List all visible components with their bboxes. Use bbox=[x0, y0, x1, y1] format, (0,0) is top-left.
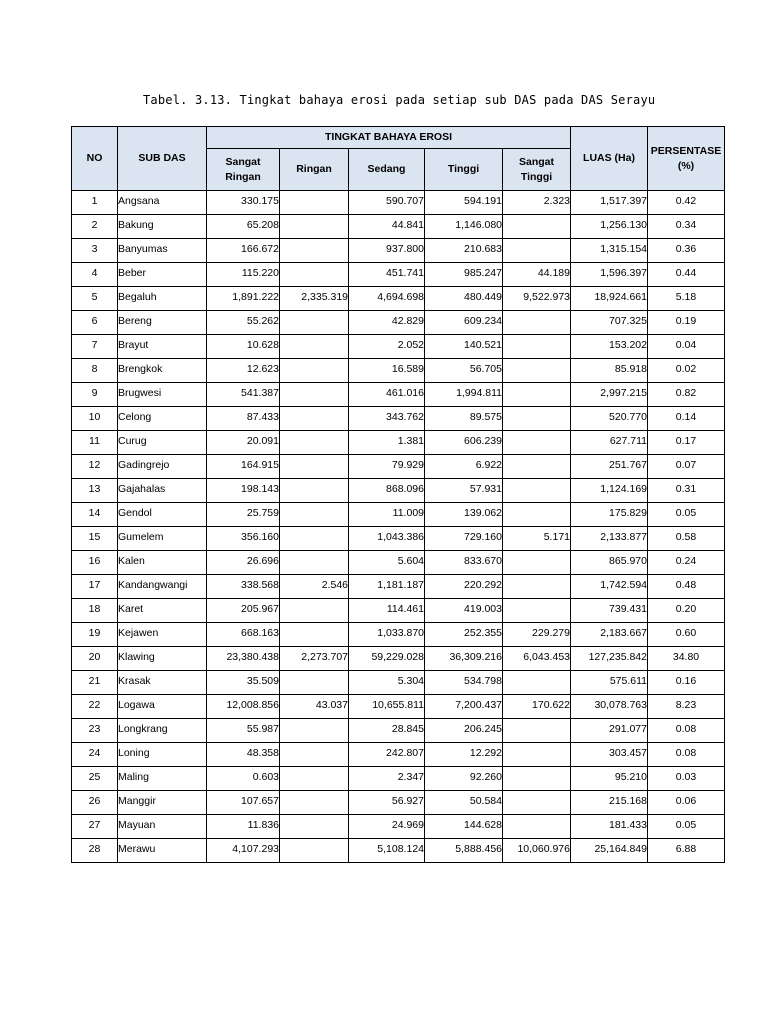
cell-sedang: 451.741 bbox=[349, 263, 425, 287]
cell-sangat-ringan: 164.915 bbox=[207, 455, 280, 479]
cell-sub-das: Gendol bbox=[118, 503, 207, 527]
cell-sedang: 5.604 bbox=[349, 551, 425, 575]
cell-tinggi: 89.575 bbox=[425, 407, 503, 431]
table-row bbox=[72, 599, 725, 623]
erosion-table bbox=[71, 126, 725, 863]
cell-ringan bbox=[280, 311, 349, 335]
cell-sangat-ringan: 55.262 bbox=[207, 311, 280, 335]
header-no: NO bbox=[72, 127, 118, 191]
cell-sangat-tinggi bbox=[503, 743, 571, 767]
cell-persentase: 0.03 bbox=[648, 767, 725, 791]
cell-sub-das: Maling bbox=[118, 767, 207, 791]
cell-sub-das: Banyumas bbox=[118, 239, 207, 263]
cell-persentase: 0.48 bbox=[648, 575, 725, 599]
header-sangat-ringan: Sangat Ringan bbox=[207, 149, 280, 191]
cell-sangat-tinggi bbox=[503, 311, 571, 335]
cell-ringan bbox=[280, 743, 349, 767]
cell-luas: 739.431 bbox=[571, 599, 648, 623]
cell-persentase: 0.24 bbox=[648, 551, 725, 575]
cell-sangat-ringan: 1,891.222 bbox=[207, 287, 280, 311]
cell-sangat-ringan: 541.387 bbox=[207, 383, 280, 407]
cell-sub-das: Brengkok bbox=[118, 359, 207, 383]
cell-no: 22 bbox=[72, 695, 118, 719]
cell-persentase: 0.82 bbox=[648, 383, 725, 407]
cell-sangat-tinggi bbox=[503, 767, 571, 791]
cell-sangat-ringan: 115.220 bbox=[207, 263, 280, 287]
cell-no: 28 bbox=[72, 839, 118, 863]
cell-sangat-ringan: 11.836 bbox=[207, 815, 280, 839]
cell-ringan bbox=[280, 767, 349, 791]
table-row bbox=[72, 743, 725, 767]
cell-luas: 2,183.667 bbox=[571, 623, 648, 647]
cell-sedang: 343.762 bbox=[349, 407, 425, 431]
cell-luas: 95.210 bbox=[571, 767, 648, 791]
cell-sub-das: Celong bbox=[118, 407, 207, 431]
cell-sub-das: Brayut bbox=[118, 335, 207, 359]
cell-sangat-ringan: 668.163 bbox=[207, 623, 280, 647]
table-row bbox=[72, 359, 725, 383]
header-tinggi: Tinggi bbox=[425, 149, 503, 191]
header-sub-das: SUB DAS bbox=[118, 127, 207, 191]
cell-sub-das: Kejawen bbox=[118, 623, 207, 647]
cell-sub-das: Krasak bbox=[118, 671, 207, 695]
cell-sedang: 590.707 bbox=[349, 191, 425, 215]
table-row bbox=[72, 575, 725, 599]
cell-no: 19 bbox=[72, 623, 118, 647]
cell-sangat-tinggi: 6,043.453 bbox=[503, 647, 571, 671]
cell-sangat-ringan: 23,380.438 bbox=[207, 647, 280, 671]
table-row bbox=[72, 191, 725, 215]
cell-tinggi: 729.160 bbox=[425, 527, 503, 551]
cell-tinggi: 1,146.080 bbox=[425, 215, 503, 239]
cell-sub-das: Gumelem bbox=[118, 527, 207, 551]
cell-luas: 1,517.397 bbox=[571, 191, 648, 215]
cell-tinggi: 139.062 bbox=[425, 503, 503, 527]
cell-sangat-tinggi: 2.323 bbox=[503, 191, 571, 215]
cell-ringan bbox=[280, 791, 349, 815]
cell-sangat-tinggi bbox=[503, 599, 571, 623]
cell-sangat-ringan: 26.696 bbox=[207, 551, 280, 575]
cell-persentase: 5.18 bbox=[648, 287, 725, 311]
cell-no: 27 bbox=[72, 815, 118, 839]
cell-sedang: 5,108.124 bbox=[349, 839, 425, 863]
cell-sub-das: Bakung bbox=[118, 215, 207, 239]
cell-luas: 1,256.130 bbox=[571, 215, 648, 239]
table-row bbox=[72, 263, 725, 287]
cell-luas: 85.918 bbox=[571, 359, 648, 383]
cell-persentase: 8.23 bbox=[648, 695, 725, 719]
cell-tinggi: 92.260 bbox=[425, 767, 503, 791]
cell-ringan bbox=[280, 359, 349, 383]
cell-sub-das: Kalen bbox=[118, 551, 207, 575]
cell-luas: 1,596.397 bbox=[571, 263, 648, 287]
cell-luas: 127,235.842 bbox=[571, 647, 648, 671]
cell-sangat-tinggi bbox=[503, 671, 571, 695]
cell-sedang: 1.381 bbox=[349, 431, 425, 455]
cell-sub-das: Mayuan bbox=[118, 815, 207, 839]
cell-luas: 865.970 bbox=[571, 551, 648, 575]
cell-luas: 18,924.661 bbox=[571, 287, 648, 311]
cell-sangat-ringan: 12,008.856 bbox=[207, 695, 280, 719]
cell-tinggi: 206.245 bbox=[425, 719, 503, 743]
cell-ringan bbox=[280, 191, 349, 215]
cell-sangat-tinggi bbox=[503, 455, 571, 479]
cell-luas: 303.457 bbox=[571, 743, 648, 767]
cell-sub-das: Gadingrejo bbox=[118, 455, 207, 479]
cell-tinggi: 609.234 bbox=[425, 311, 503, 335]
cell-sedang: 10,655.811 bbox=[349, 695, 425, 719]
cell-sedang: 56.927 bbox=[349, 791, 425, 815]
cell-sangat-tinggi bbox=[503, 719, 571, 743]
cell-no: 3 bbox=[72, 239, 118, 263]
cell-no: 6 bbox=[72, 311, 118, 335]
cell-luas: 181.433 bbox=[571, 815, 648, 839]
cell-ringan: 2.546 bbox=[280, 575, 349, 599]
cell-tinggi: 57.931 bbox=[425, 479, 503, 503]
header-luas: LUAS (Ha) bbox=[571, 127, 648, 191]
cell-sedang: 11.009 bbox=[349, 503, 425, 527]
cell-ringan bbox=[280, 431, 349, 455]
cell-no: 2 bbox=[72, 215, 118, 239]
cell-no: 26 bbox=[72, 791, 118, 815]
cell-persentase: 0.08 bbox=[648, 743, 725, 767]
cell-tinggi: 252.355 bbox=[425, 623, 503, 647]
cell-sub-das: Manggir bbox=[118, 791, 207, 815]
cell-sangat-tinggi bbox=[503, 479, 571, 503]
table-row bbox=[72, 407, 725, 431]
cell-luas: 153.202 bbox=[571, 335, 648, 359]
cell-ringan bbox=[280, 839, 349, 863]
cell-tinggi: 833.670 bbox=[425, 551, 503, 575]
cell-no: 24 bbox=[72, 743, 118, 767]
cell-sangat-tinggi: 5.171 bbox=[503, 527, 571, 551]
cell-persentase: 6.88 bbox=[648, 839, 725, 863]
table-row bbox=[72, 455, 725, 479]
cell-ringan bbox=[280, 671, 349, 695]
cell-luas: 215.168 bbox=[571, 791, 648, 815]
table-row bbox=[72, 503, 725, 527]
cell-ringan bbox=[280, 527, 349, 551]
cell-no: 25 bbox=[72, 767, 118, 791]
cell-persentase: 0.02 bbox=[648, 359, 725, 383]
cell-persentase: 0.20 bbox=[648, 599, 725, 623]
cell-luas: 291.077 bbox=[571, 719, 648, 743]
cell-sedang: 59,229.028 bbox=[349, 647, 425, 671]
cell-sangat-tinggi bbox=[503, 575, 571, 599]
cell-persentase: 0.06 bbox=[648, 791, 725, 815]
cell-luas: 1,315.154 bbox=[571, 239, 648, 263]
cell-luas: 627.711 bbox=[571, 431, 648, 455]
cell-sangat-ringan: 166.672 bbox=[207, 239, 280, 263]
table-row bbox=[72, 287, 725, 311]
cell-sangat-tinggi bbox=[503, 551, 571, 575]
cell-sedang: 2.052 bbox=[349, 335, 425, 359]
cell-luas: 707.325 bbox=[571, 311, 648, 335]
header-persentase: PERSENTASE (%) bbox=[648, 127, 725, 191]
cell-luas: 2,133.877 bbox=[571, 527, 648, 551]
cell-persentase: 0.60 bbox=[648, 623, 725, 647]
cell-persentase: 0.05 bbox=[648, 503, 725, 527]
cell-sangat-tinggi bbox=[503, 239, 571, 263]
cell-persentase: 0.58 bbox=[648, 527, 725, 551]
table-row bbox=[72, 383, 725, 407]
cell-sangat-ringan: 12.623 bbox=[207, 359, 280, 383]
cell-no: 5 bbox=[72, 287, 118, 311]
table-row bbox=[72, 431, 725, 455]
cell-no: 8 bbox=[72, 359, 118, 383]
cell-sangat-ringan: 107.657 bbox=[207, 791, 280, 815]
cell-tinggi: 140.521 bbox=[425, 335, 503, 359]
table-row bbox=[72, 479, 725, 503]
cell-sangat-tinggi: 44.189 bbox=[503, 263, 571, 287]
cell-sangat-ringan: 20.091 bbox=[207, 431, 280, 455]
cell-sangat-ringan: 338.568 bbox=[207, 575, 280, 599]
header-sangat-tinggi: Sangat Tinggi bbox=[503, 149, 571, 191]
cell-sedang: 79.929 bbox=[349, 455, 425, 479]
table-row bbox=[72, 695, 725, 719]
cell-ringan bbox=[280, 503, 349, 527]
cell-sedang: 1,181.187 bbox=[349, 575, 425, 599]
cell-tinggi: 220.292 bbox=[425, 575, 503, 599]
cell-ringan bbox=[280, 551, 349, 575]
cell-no: 11 bbox=[72, 431, 118, 455]
cell-sub-das: Angsana bbox=[118, 191, 207, 215]
cell-no: 15 bbox=[72, 527, 118, 551]
cell-ringan bbox=[280, 815, 349, 839]
cell-sedang: 242.807 bbox=[349, 743, 425, 767]
cell-tinggi: 1,994.811 bbox=[425, 383, 503, 407]
cell-sangat-tinggi bbox=[503, 431, 571, 455]
cell-sub-das: Karet bbox=[118, 599, 207, 623]
cell-persentase: 0.14 bbox=[648, 407, 725, 431]
cell-sangat-tinggi: 9,522.973 bbox=[503, 287, 571, 311]
cell-sangat-ringan: 356.160 bbox=[207, 527, 280, 551]
cell-sangat-tinggi bbox=[503, 503, 571, 527]
cell-sangat-ringan: 205.967 bbox=[207, 599, 280, 623]
cell-sedang: 461.016 bbox=[349, 383, 425, 407]
table-row bbox=[72, 671, 725, 695]
cell-sangat-tinggi bbox=[503, 407, 571, 431]
cell-tinggi: 144.628 bbox=[425, 815, 503, 839]
cell-sub-das: Kandangwangi bbox=[118, 575, 207, 599]
cell-sedang: 1,043.386 bbox=[349, 527, 425, 551]
cell-sangat-tinggi bbox=[503, 815, 571, 839]
cell-tinggi: 36,309.216 bbox=[425, 647, 503, 671]
cell-tinggi: 419.003 bbox=[425, 599, 503, 623]
cell-no: 18 bbox=[72, 599, 118, 623]
cell-no: 1 bbox=[72, 191, 118, 215]
cell-sangat-tinggi bbox=[503, 791, 571, 815]
cell-tinggi: 985.247 bbox=[425, 263, 503, 287]
cell-sangat-ringan: 35.509 bbox=[207, 671, 280, 695]
table-row bbox=[72, 551, 725, 575]
cell-sangat-tinggi: 229.279 bbox=[503, 623, 571, 647]
cell-luas: 30,078.763 bbox=[571, 695, 648, 719]
cell-sangat-ringan: 330.175 bbox=[207, 191, 280, 215]
cell-tinggi: 56.705 bbox=[425, 359, 503, 383]
cell-sedang: 1,033.870 bbox=[349, 623, 425, 647]
cell-persentase: 0.36 bbox=[648, 239, 725, 263]
cell-tinggi: 12.292 bbox=[425, 743, 503, 767]
cell-sangat-ringan: 25.759 bbox=[207, 503, 280, 527]
cell-tinggi: 7,200.437 bbox=[425, 695, 503, 719]
table-row bbox=[72, 791, 725, 815]
cell-sangat-tinggi: 170.622 bbox=[503, 695, 571, 719]
cell-sub-das: Merawu bbox=[118, 839, 207, 863]
cell-sedang: 16.589 bbox=[349, 359, 425, 383]
table-caption: Tabel. 3.13. Tingkat bahaya erosi pada setiap sub DAS pada DAS Serayu bbox=[143, 93, 656, 107]
cell-ringan bbox=[280, 335, 349, 359]
cell-sedang: 42.829 bbox=[349, 311, 425, 335]
cell-no: 10 bbox=[72, 407, 118, 431]
cell-sangat-tinggi: 10,060.976 bbox=[503, 839, 571, 863]
cell-persentase: 0.42 bbox=[648, 191, 725, 215]
table-row bbox=[72, 815, 725, 839]
cell-persentase: 0.16 bbox=[648, 671, 725, 695]
cell-tinggi: 480.449 bbox=[425, 287, 503, 311]
cell-sangat-tinggi bbox=[503, 359, 571, 383]
cell-sedang: 24.969 bbox=[349, 815, 425, 839]
cell-persentase: 0.44 bbox=[648, 263, 725, 287]
table-body bbox=[72, 191, 725, 863]
cell-ringan bbox=[280, 623, 349, 647]
cell-luas: 1,124.169 bbox=[571, 479, 648, 503]
cell-sedang: 2.347 bbox=[349, 767, 425, 791]
header-sedang: Sedang bbox=[349, 149, 425, 191]
cell-persentase: 0.08 bbox=[648, 719, 725, 743]
header-tingkat-bahaya-erosi: TINGKAT BAHAYA EROSI bbox=[207, 127, 571, 149]
table-row bbox=[72, 527, 725, 551]
cell-sedang: 4,694.698 bbox=[349, 287, 425, 311]
table-row bbox=[72, 767, 725, 791]
cell-ringan: 2,273.707 bbox=[280, 647, 349, 671]
cell-luas: 575.611 bbox=[571, 671, 648, 695]
cell-ringan: 2,335.319 bbox=[280, 287, 349, 311]
cell-persentase: 0.07 bbox=[648, 455, 725, 479]
cell-luas: 175.829 bbox=[571, 503, 648, 527]
cell-ringan bbox=[280, 383, 349, 407]
cell-sub-das: Beber bbox=[118, 263, 207, 287]
cell-sub-das: Klawing bbox=[118, 647, 207, 671]
cell-sangat-ringan: 48.358 bbox=[207, 743, 280, 767]
cell-no: 4 bbox=[72, 263, 118, 287]
cell-ringan: 43.037 bbox=[280, 695, 349, 719]
cell-no: 9 bbox=[72, 383, 118, 407]
cell-no: 21 bbox=[72, 671, 118, 695]
cell-ringan bbox=[280, 263, 349, 287]
cell-sub-das: Logawa bbox=[118, 695, 207, 719]
cell-tinggi: 50.584 bbox=[425, 791, 503, 815]
cell-tinggi: 594.191 bbox=[425, 191, 503, 215]
cell-no: 17 bbox=[72, 575, 118, 599]
cell-luas: 520.770 bbox=[571, 407, 648, 431]
table-row bbox=[72, 239, 725, 263]
cell-sangat-ringan: 0.603 bbox=[207, 767, 280, 791]
cell-sedang: 5.304 bbox=[349, 671, 425, 695]
cell-persentase: 34.80 bbox=[648, 647, 725, 671]
cell-tinggi: 6.922 bbox=[425, 455, 503, 479]
table-row bbox=[72, 623, 725, 647]
header-ringan: Ringan bbox=[280, 149, 349, 191]
cell-persentase: 0.34 bbox=[648, 215, 725, 239]
cell-sangat-ringan: 55.987 bbox=[207, 719, 280, 743]
cell-sangat-ringan: 65.208 bbox=[207, 215, 280, 239]
cell-luas: 25,164.849 bbox=[571, 839, 648, 863]
cell-persentase: 0.05 bbox=[648, 815, 725, 839]
table-row bbox=[72, 647, 725, 671]
cell-tinggi: 606.239 bbox=[425, 431, 503, 455]
cell-sub-das: Brugwesi bbox=[118, 383, 207, 407]
cell-ringan bbox=[280, 479, 349, 503]
cell-no: 20 bbox=[72, 647, 118, 671]
cell-ringan bbox=[280, 407, 349, 431]
cell-sub-das: Loning bbox=[118, 743, 207, 767]
cell-tinggi: 534.798 bbox=[425, 671, 503, 695]
cell-ringan bbox=[280, 239, 349, 263]
cell-sedang: 44.841 bbox=[349, 215, 425, 239]
cell-sub-das: Begaluh bbox=[118, 287, 207, 311]
cell-sangat-ringan: 87.433 bbox=[207, 407, 280, 431]
cell-ringan bbox=[280, 599, 349, 623]
table-row bbox=[72, 719, 725, 743]
cell-luas: 1,742.594 bbox=[571, 575, 648, 599]
cell-tinggi: 210.683 bbox=[425, 239, 503, 263]
table-row bbox=[72, 839, 725, 863]
cell-no: 12 bbox=[72, 455, 118, 479]
cell-sangat-ringan: 4,107.293 bbox=[207, 839, 280, 863]
cell-sub-das: Gajahalas bbox=[118, 479, 207, 503]
cell-sedang: 868.096 bbox=[349, 479, 425, 503]
cell-no: 14 bbox=[72, 503, 118, 527]
cell-sedang: 28.845 bbox=[349, 719, 425, 743]
table-row bbox=[72, 215, 725, 239]
cell-persentase: 0.17 bbox=[648, 431, 725, 455]
cell-persentase: 0.04 bbox=[648, 335, 725, 359]
cell-sangat-ringan: 198.143 bbox=[207, 479, 280, 503]
cell-persentase: 0.31 bbox=[648, 479, 725, 503]
cell-sub-das: Bereng bbox=[118, 311, 207, 335]
cell-sedang: 937.800 bbox=[349, 239, 425, 263]
cell-sub-das: Longkrang bbox=[118, 719, 207, 743]
cell-sangat-ringan: 10.628 bbox=[207, 335, 280, 359]
table-row bbox=[72, 311, 725, 335]
cell-sangat-tinggi bbox=[503, 215, 571, 239]
cell-sedang: 114.461 bbox=[349, 599, 425, 623]
cell-tinggi: 5,888.456 bbox=[425, 839, 503, 863]
cell-no: 16 bbox=[72, 551, 118, 575]
cell-ringan bbox=[280, 455, 349, 479]
table-row bbox=[72, 335, 725, 359]
cell-sangat-tinggi bbox=[503, 383, 571, 407]
cell-luas: 251.767 bbox=[571, 455, 648, 479]
cell-ringan bbox=[280, 719, 349, 743]
cell-no: 23 bbox=[72, 719, 118, 743]
cell-sub-das: Curug bbox=[118, 431, 207, 455]
cell-no: 7 bbox=[72, 335, 118, 359]
cell-no: 13 bbox=[72, 479, 118, 503]
cell-ringan bbox=[280, 215, 349, 239]
cell-sangat-tinggi bbox=[503, 335, 571, 359]
cell-persentase: 0.19 bbox=[648, 311, 725, 335]
cell-luas: 2,997.215 bbox=[571, 383, 648, 407]
